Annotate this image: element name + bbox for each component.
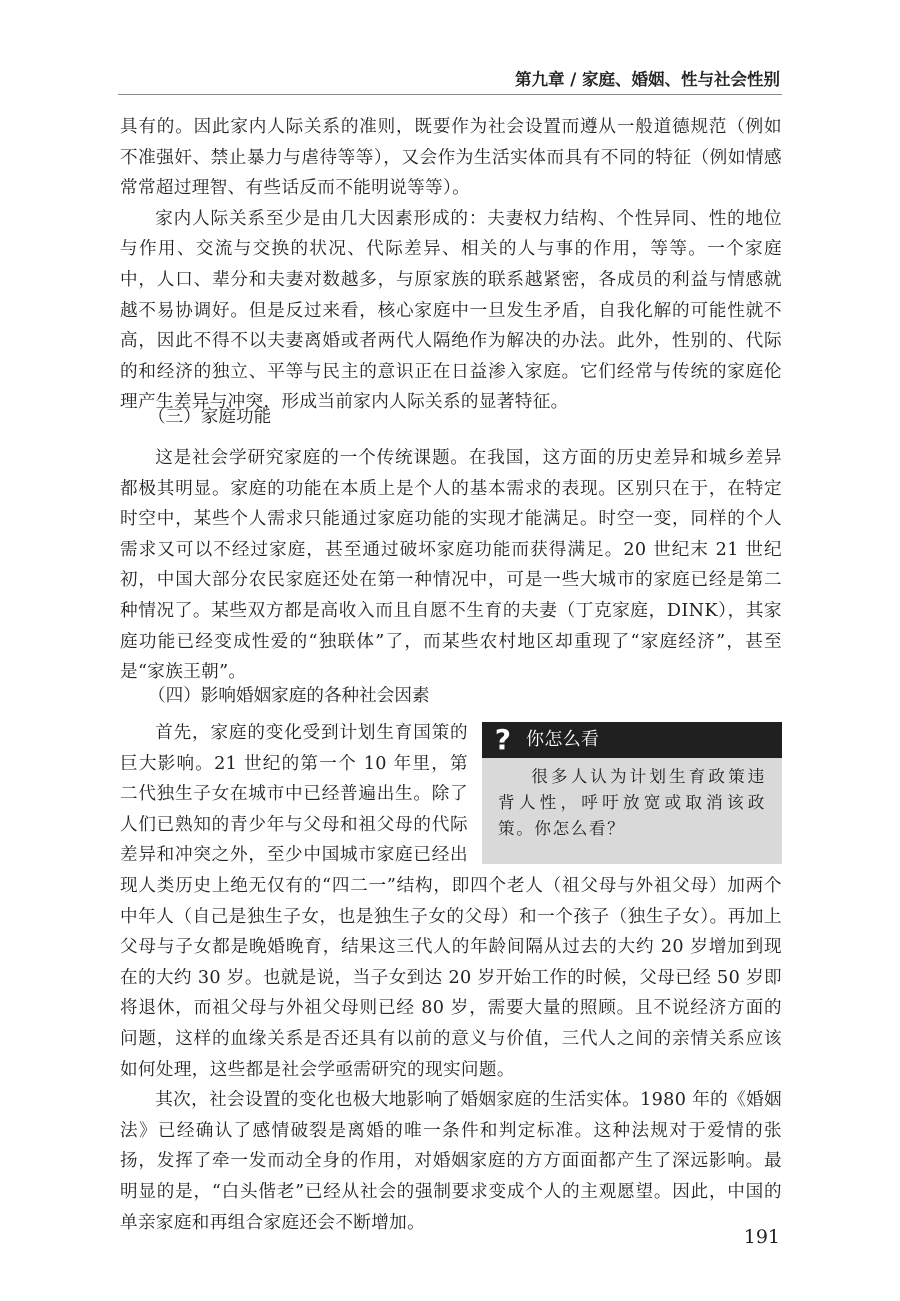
paragraph: 这是社会学研究家庭的一个传统课题。在我国，这方面的历史差异和城乡差异都极其明显。家庭的功能在本质上是个人的基本需求的表现。区别只在于，在特定时空中，某些个人需求只能通过家庭功能的实现才能满足。时空一变，同样的个人需求又可以不经过家庭，甚至通过破坏家庭功能而获得满足。20 世纪末 21 世纪初，中国大部分农民家庭还处在第一种情况中，可是一些大城市的家庭已经是第二种情况了。某些双方都是高收入而且自愿不生育的夫妻（丁克家庭，DINK），其家庭功能已经变成性爱的“独联体”了，而某些农村地区却重现了“家庭经济”，甚至是“家族王朝”。 — [120, 448, 782, 683]
chapter-header: 第九章 / 家庭、婚姻、性与社会性别 — [514, 70, 780, 89]
sidebar-header — [482, 722, 782, 758]
body-text-section4 — [120, 718, 782, 1238]
sidebar-box — [482, 722, 782, 864]
question-mark-icon: ? — [494, 722, 512, 756]
header-divider — [118, 94, 782, 95]
paragraph: 具有的。因此家内人际关系的准则，既要作为社会设置而遵从一般道德规范（例如不准强奸、禁止暴力与虐待等等），又会作为生活实体而具有不同的特征（例如情感常常超过理智、有些话反而不能明说等等）。 — [120, 117, 782, 199]
body-text-section3 — [120, 443, 782, 688]
section-heading-4: （四）影响婚姻家庭的各种社会因素 — [148, 686, 430, 706]
page-number: 191 — [743, 1226, 780, 1248]
paragraph: 其次，社会设置的变化也极大地影响了婚姻家庭的生活实体。1980 年的《婚姻法》已经确认了感情破裂是离婚的唯一条件和判定标准。这种法规对于爱情的张扬，发挥了牵一发而动全身的作用，对婚姻家庭的方方面面都产生了深远影响。最明显的是，“白头偕老”已经从社会的强制要求变成个人的主观愿望。因此，中国的单亲家庭和再组合家庭还会不断增加。 — [120, 1090, 782, 1233]
sidebar-title: 你怎么看 — [526, 728, 600, 750]
section-heading-3: （三）家庭功能 — [148, 407, 272, 427]
paragraph: 家内人际关系至少是由几大因素形成的：夫妻权力结构、个性异同、性的地位与作用、交流与交换的状况、代际差异、相关的人与事的作用，等等。一个家庭中，人口、辈分和夫妻对数越多，与原家族的联系越紧密，各成员的利益与情感就越不易协调好。但是反过来看，核心家庭中一旦发生矛盾，自我化解的可能性就不高，因此不得不以夫妻离婚或者两代人隔绝作为解决的办法。此外，性别的、代际的和经济的独立、平等与民主的意识正在日益渗入家庭。它们经常与传统的家庭伦理产生差异与冲突，形成当前家内人际关系的显著特征。 — [120, 208, 782, 413]
body-text-top — [120, 112, 782, 418]
sidebar-body: 很多人认为计划生育政策违背人性，呼吁放宽或取消该政策。你怎么看？ — [498, 767, 766, 838]
paragraph: 首先，家庭的变化受到计划生育国策的巨大影响。21 世纪的第一个 10 年里，第二代独生子女在城市中已经普遍出生。除了人们已熟知的青少年与父母和祖父母的代际差异和冲突之外，至少中国城市家庭已经出现人类历史上绝无仅有的“四二一”结构，即四个老人（祖父母与外祖父母）加两个中年人（自己是独生子女，也是独生子女的父母）和一个孩子（独生子女）。再加上父母与子女都是晚婚晚育，结果这三代人的年龄间隔从过去的大约 20 岁增加到现在的大约 30 岁。也就是说，当子女到达 20 岁开始工作的时候，父母已经 50 岁即将退休，而祖父母与外祖父母则已经 80 岁，需要大量的照顾。且不说经济方面的问题，这样的血缘关系是否还具有以前的意义与价值，三代人之间的亲情关系应该如何处理，这些都是社会学亟需研究的现实问题。 — [120, 723, 782, 1080]
